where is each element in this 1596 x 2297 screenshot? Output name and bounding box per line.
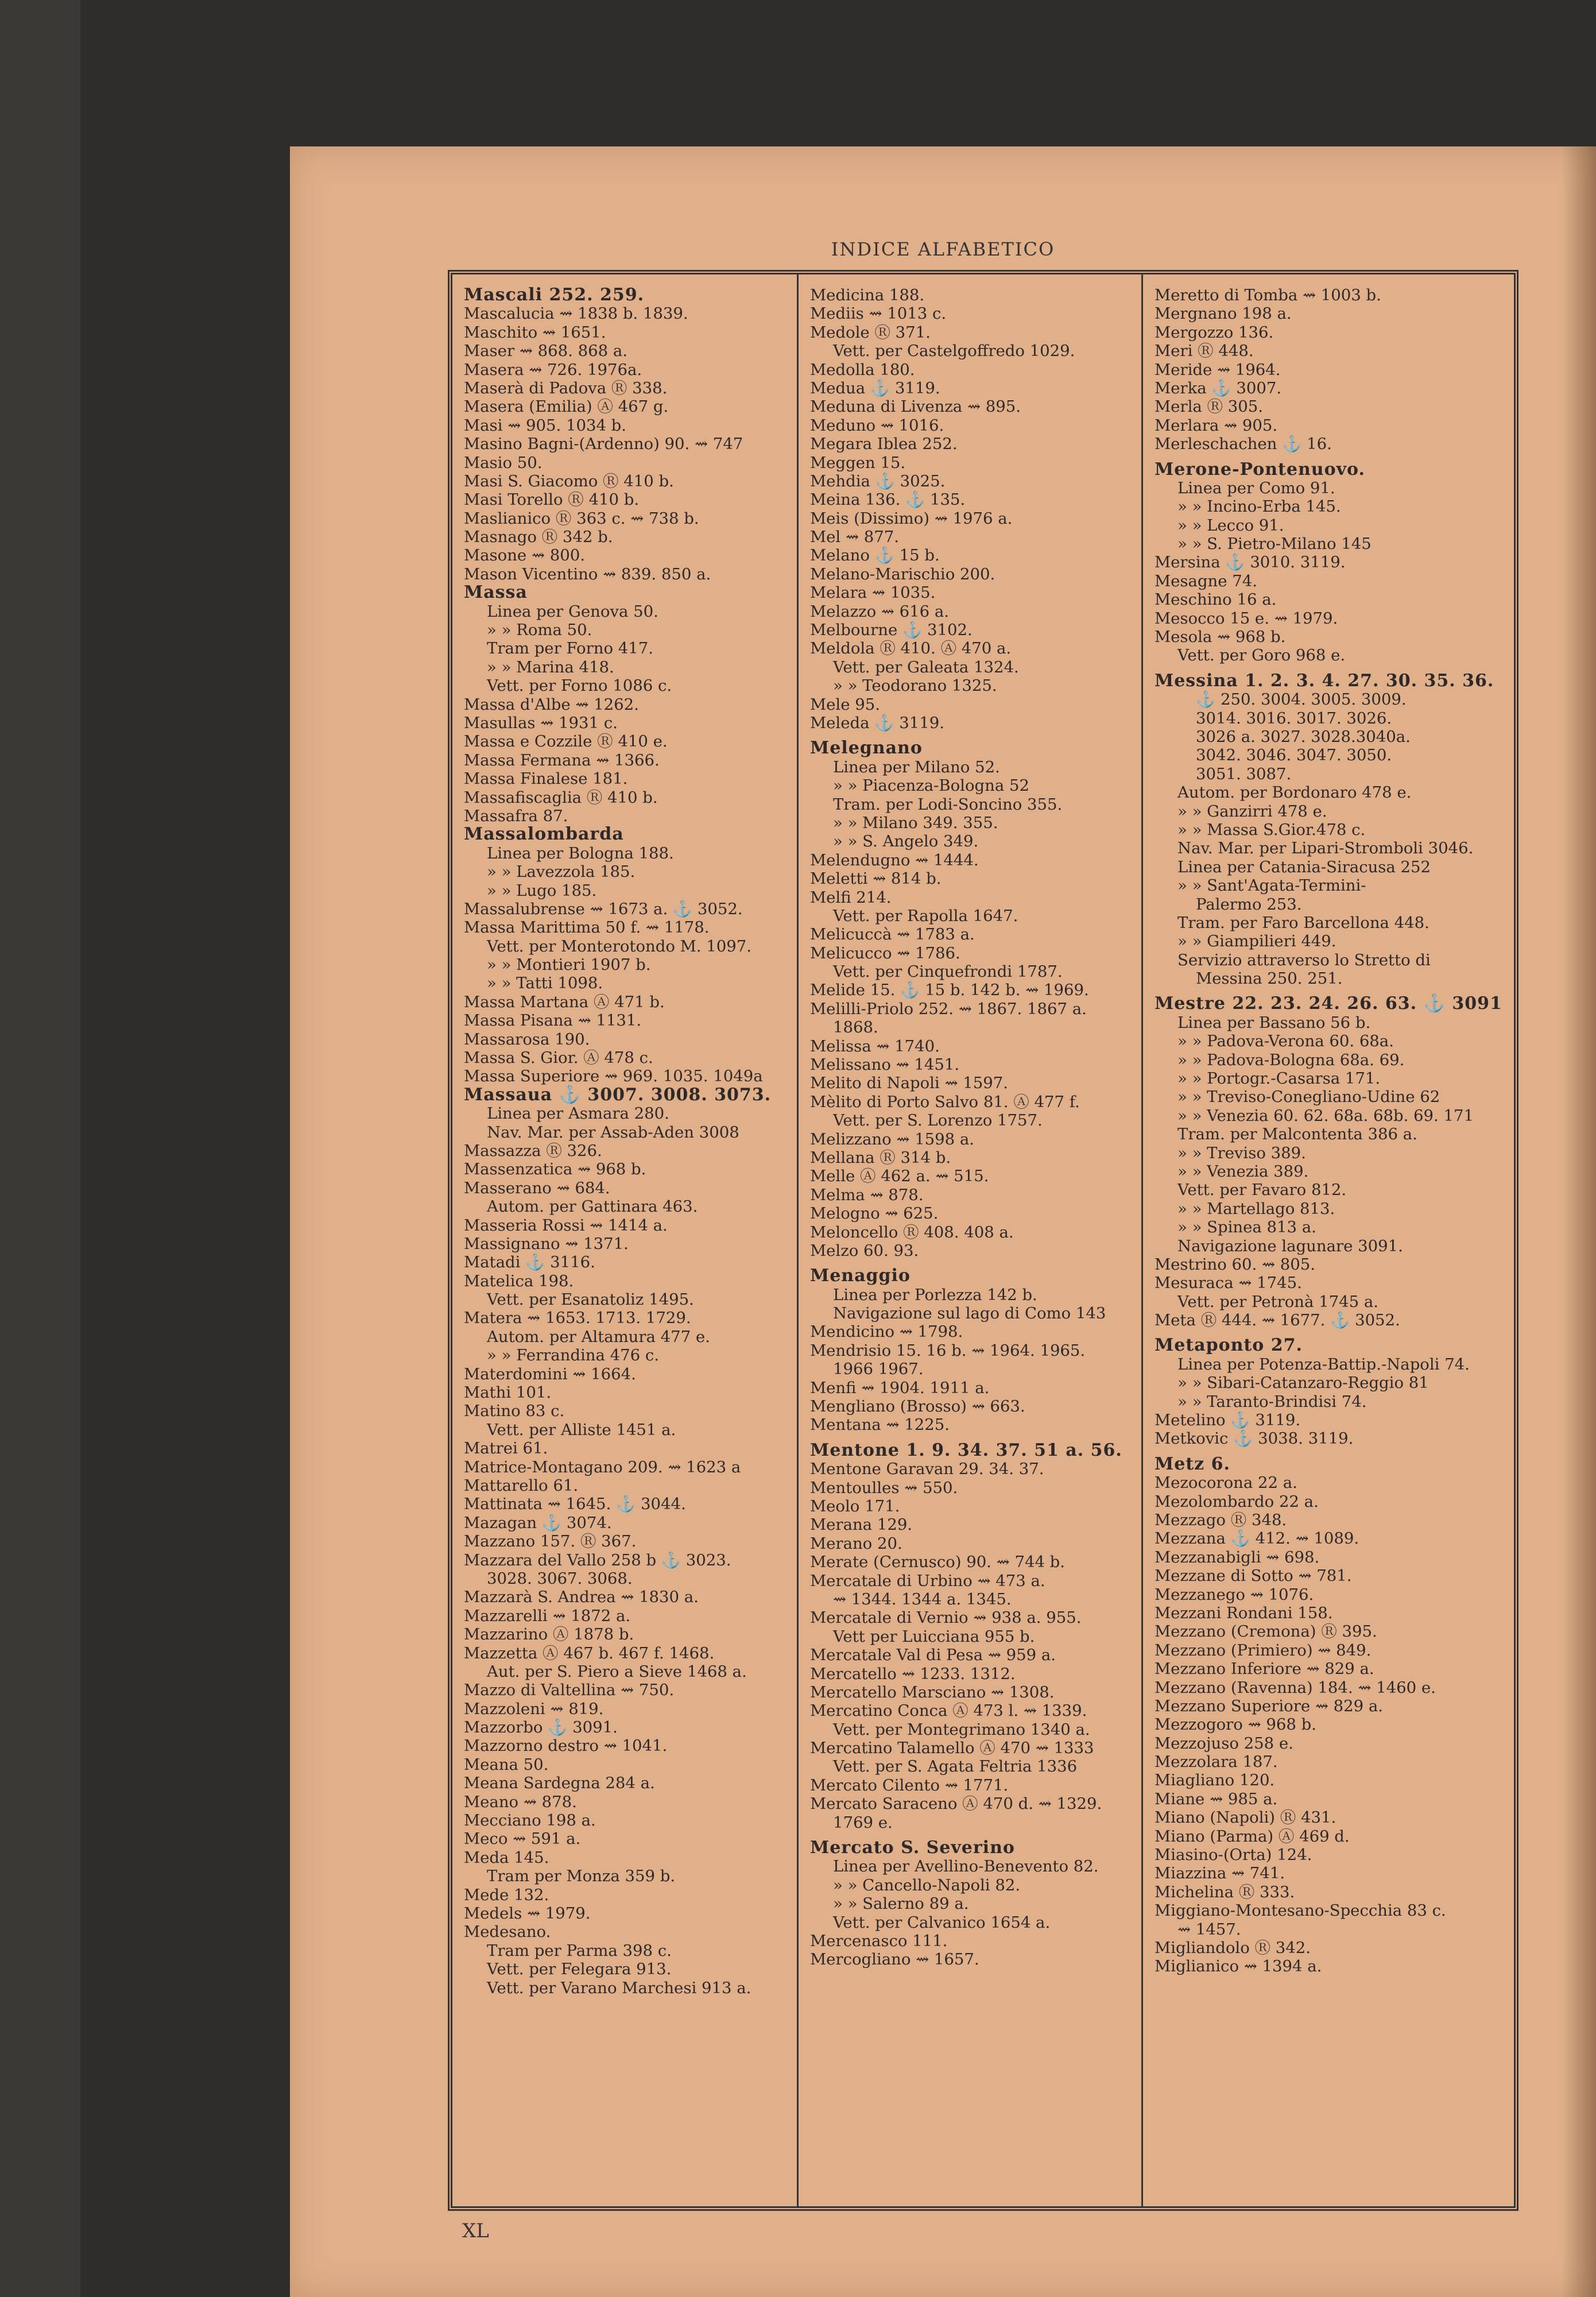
index-entry: Vett. per Montegrimano 1340 a. [833,1720,1090,1739]
index-entry: Miglianico ⇝ 1394 a. [1155,1957,1322,1976]
index-entry: Michelina Ⓡ 333. [1155,1882,1295,1901]
page-number: XL [462,2219,489,2242]
index-entry: Mesola ⇝ 968 b. [1155,628,1286,647]
index-entry: » » Marina 418. [487,658,614,676]
index-entry: Mazzara del Vallo 258 b ⚓ 3023. [464,1550,731,1569]
index-entry: » » Treviso-Conegliano-Udine 62 [1177,1088,1440,1107]
index-entry: Mercenasco 111. [810,1931,948,1950]
index-entry: Megara Iblea 252. [810,435,958,454]
index-entry: Meco ⇝ 591 a. [464,1830,581,1849]
index-entry: » » Piacenza-Bologna 52 [833,776,1029,795]
index-entry: 1966 1967. [833,1360,924,1379]
index-entry: » » Padova-Verona 60. 68a. [1177,1032,1394,1051]
index-entry: Melma ⇝ 878. [810,1185,924,1204]
index-entry: Miazzina ⇝ 741. [1155,1864,1285,1883]
index-entry: Mehdia ⚓ 3025. [810,471,946,490]
index-entry: Melzo 60. 93. [810,1241,919,1260]
index-entry: Melilli-Priolo 252. ⇝ 1867. 1867 a. [810,999,1087,1018]
index-entry: Mede 132. [464,1885,549,1904]
index-entry: Merla Ⓡ 305. [1155,397,1263,416]
index-entry: Matrei 61. [464,1439,548,1458]
index-entry: Massa Fermana ⇝ 1366. [464,751,660,769]
index-entry: Meano ⇝ 878. [464,1792,577,1811]
index-entry: Melazzo ⇝ 616 a. [810,602,950,621]
index-entry: Mezzojuso 258 e. [1155,1734,1293,1753]
index-entry: Autom. per Altamura 477 e. [487,1327,710,1346]
index-entry: Matino 83 c. [464,1402,565,1421]
index-entry: Mazzarelli ⇝ 1872 a. [464,1606,631,1625]
index-entry: Mentana ⇝ 1225. [810,1416,950,1434]
index-entry: » » Montieri 1907 b. [487,956,651,975]
index-entry: Melogno ⇝ 625. [810,1204,939,1223]
index-column-3 [1141,274,1514,2206]
index-entry: Mendicino ⇝ 1798. [810,1322,963,1341]
index-entry: Massazza Ⓡ 326. [464,1141,602,1160]
index-entry: Tram per Parma 398 c. [487,1941,672,1960]
index-entry: 3026 a. 3027. 3028.3040a. [1196,727,1411,746]
index-entry: Melendugno ⇝ 1444. [810,850,979,869]
index-entry: ⇝ 1457. [1177,1920,1241,1939]
index-entry: Vett. per Petronà 1745 a. [1177,1292,1378,1311]
index-entry: » » Roma 50. [487,621,592,640]
index-heading-entry: Mercato S. Severino [810,1838,1015,1858]
index-entry: Vett. per Varano Marchesi 913 a. [487,1978,751,1997]
index-entry: Matrice-Montagano 209. ⇝ 1623 a [464,1457,741,1476]
index-heading-entry: Melegnano [810,738,923,759]
index-heading-entry: Messina 1. 2. 3. 4. 27. 30. 35. 36. [1155,670,1494,691]
index-entry: Mercatale di Urbino ⇝ 473 a. [810,1571,1045,1590]
index-entry: » » Martellago 813. [1177,1199,1335,1218]
index-entry: Maschito ⇝ 1651. [464,323,606,342]
index-entry: Medolla 180. [810,360,915,379]
index-entry: Mercatino Talamello Ⓐ 470 ⇝ 1333 [810,1739,1094,1758]
index-entry: Meana Sardegna 284 a. [464,1774,655,1793]
index-entry: Masnago Ⓡ 342 b. [464,528,613,547]
index-entry: Merana 129. [810,1515,913,1534]
index-entry: Massarosa 190. [464,1030,590,1049]
index-entry: 3042. 3046. 3047. 3050. [1196,746,1392,765]
index-entry: Nav. Mar. per Assab-Aden 3008 [487,1123,739,1142]
index-entry: Linea per Avellino-Benevento 82. [833,1857,1099,1876]
index-entry: Mercogliano ⇝ 1657. [810,1950,979,1969]
index-entry: Miggiano-Montesano-Specchia 83 c. [1155,1901,1446,1920]
index-entry: Mezocorona 22 a. [1155,1474,1297,1492]
index-entry: Melle Ⓐ 462 a. ⇝ 515. [810,1167,989,1186]
index-entry: Navigazione sul lago di Como 143 [833,1304,1106,1323]
index-entry: Meri Ⓡ 448. [1155,342,1254,361]
index-entry: Mezzogoro ⇝ 968 b. [1155,1715,1316,1734]
index-entry: Mergozzo 136. [1155,323,1274,342]
index-entry: Mezzago Ⓡ 348. [1155,1511,1287,1529]
index-entry: Mason Vicentino ⇝ 839. 850 a. [464,564,711,583]
index-entry: Vett. per Castelgoffredo 1029. [833,342,1075,361]
index-entry: Meletti ⇝ 814 b. [810,869,942,888]
index-entry: Masi Torello Ⓡ 410 b. [464,490,640,509]
index-entry: Tram. per Faro Barcellona 448. [1177,913,1430,932]
index-entry: Masullas ⇝ 1931 c. [464,713,618,732]
index-entry: Melizzano ⇝ 1598 a. [810,1130,975,1148]
index-entry: Melara ⇝ 1035. [810,583,936,602]
index-heading-entry: Massalombarda [464,824,624,845]
index-entry: Massenzatica ⇝ 968 b. [464,1160,646,1179]
index-entry: Aut. per S. Piero a Sieve 1468 a. [487,1662,747,1681]
index-entry: Linea per Porlezza 142 b. [833,1285,1037,1304]
index-entry: » » Venezia 60. 62. 68a. 68b. 69. 171 [1177,1106,1474,1125]
index-entry: Massa Martana Ⓐ 471 b. [464,992,665,1011]
index-entry: Mercatino Conca Ⓐ 473 l. ⇝ 1339. [810,1702,1087,1720]
index-entry: ⚓ 250. 3004. 3005. 3009. [1196,690,1407,709]
index-entry: Massa S. Gior. Ⓐ 478 c. [464,1049,653,1068]
index-entry: Melicuccà ⇝ 1783 a. [810,925,975,944]
index-entry: Vett. per S. Agata Feltria 1336 [833,1757,1078,1776]
book-page [290,146,1596,2297]
index-entry: » » Lavezzola 185. [487,863,636,881]
index-entry: Maserà di Padova Ⓡ 338. [464,378,668,397]
index-entry: Mascalucia ⇝ 1838 b. 1839. [464,304,688,323]
index-entry: Meschino 16 a. [1155,590,1277,609]
index-entry: » » S. Pietro-Milano 145 [1177,535,1372,554]
index-entry: Vett. per Galeata 1324. [833,658,1019,676]
index-heading-entry: Massa [464,582,528,603]
index-entry: Medole Ⓡ 371. [810,323,931,342]
index-entry: Mèlito di Porto Salvo 81. Ⓐ 477 f. [810,1092,1080,1111]
index-entry: 1769 e. [833,1813,893,1832]
index-entry: Linea per Potenza-Battip.-Napoli 74. [1177,1355,1470,1374]
index-entry: Vett. per Rapolla 1647. [833,906,1018,925]
index-entry: » » Taranto-Brindisi 74. [1177,1392,1367,1411]
index-entry: Mezzanabigli ⇝ 698. [1155,1548,1320,1567]
index-entry: Merleschachen ⚓ 16. [1155,435,1332,454]
index-entry: » » Portogr.-Casarsa 171. [1177,1069,1381,1088]
index-entry: Maser ⇝ 868. 868 a. [464,342,627,361]
index-entry: Tram. per Lodi-Soncino 355. [833,795,1063,814]
index-entry: Masseria Rossi ⇝ 1414 a. [464,1216,668,1235]
index-entry: Mellana Ⓡ 314 b. [810,1148,951,1167]
index-entry: Meggen 15. [810,453,906,472]
index-entry: Mazzoleni ⇝ 819. [464,1699,604,1718]
index-entry: Mattinata ⇝ 1645. ⚓ 3044. [464,1495,686,1514]
index-entry: Vett. per Alliste 1451 a. [487,1420,676,1439]
index-entry: Mendrisio 15. 16 b. ⇝ 1964. 1965. [810,1341,1086,1360]
index-entry: Tram per Monza 359 b. [487,1867,676,1886]
index-entry: Meloncello Ⓡ 408. 408 a. [810,1223,1014,1242]
index-entry: Masera (Emilia) Ⓐ 467 g. [464,397,669,416]
index-entry: Masera ⇝ 726. 1976a. [464,360,642,379]
index-entry: Meldola Ⓡ 410. Ⓐ 470 a. [810,639,1012,658]
index-entry: Migliandolo Ⓡ 342. [1155,1938,1311,1957]
index-entry: Mediis ⇝ 1013 c. [810,304,947,323]
index-entry: Mazagan ⚓ 3074. [464,1513,612,1532]
index-entry: Vett. per Forno 1086 c. [487,676,672,695]
index-entry: Materdomini ⇝ 1664. [464,1364,636,1383]
index-entry: » » Ganzirri 478 e. [1177,802,1327,821]
index-entry: Linea per Bassano 56 b. [1177,1013,1371,1032]
backdrop [0,0,80,2297]
index-entry: Palermo 253. [1196,895,1302,914]
index-entry: Linea per Milano 52. [833,757,1000,776]
index-entry: Vett. per Cinquefrondi 1787. [833,962,1063,981]
index-entry: Mezzano (Primiero) ⇝ 849. [1155,1641,1372,1660]
index-entry: 3028. 3067. 3068. [487,1569,633,1588]
index-entry: 1868. [833,1018,878,1037]
index-entry: » » Padova-Bologna 68a. 69. [1177,1050,1405,1069]
index-entry: Mezzano Inferiore ⇝ 829 a. [1155,1660,1374,1679]
index-entry: » » Teodorano 1325. [833,676,997,695]
index-heading-entry: Metaponto 27. [1155,1335,1303,1356]
index-entry: Miasino-(Orta) 124. [1155,1846,1312,1865]
index-entry: Linea per Catania-Siracusa 252 [1177,857,1431,876]
index-entry: Messina 250. 251. [1196,969,1343,988]
index-entry: Mezzano (Cremona) Ⓡ 395. [1155,1622,1377,1641]
index-entry: Medesano. [464,1923,551,1942]
index-heading-entry: Mentone 1. 9. 34. 37. 51 a. 56. [810,1440,1122,1460]
index-entry: Servizio attraverso lo Stretto di [1177,950,1431,969]
index-column-2 [797,274,1141,2206]
index-entry: Mecciano 198 a. [464,1811,596,1830]
index-entry: Mersina ⚓ 3010. 3119. [1155,553,1346,572]
index-entry: Massa Superiore ⇝ 969. 1035. 1049a [464,1067,763,1086]
index-entry: Matelica 198. [464,1271,574,1290]
index-entry: Merlara ⇝ 905. [1155,416,1278,435]
index-entry: » » Salerno 89 a. [833,1894,969,1913]
index-entry: Meta Ⓡ 444. ⇝ 1677. ⚓ 3052. [1155,1311,1400,1330]
index-entry: » » Sant'Agata-Termini- [1177,876,1366,895]
index-entry: 3051. 3087. [1196,764,1292,783]
index-entry: Melissa ⇝ 1740. [810,1037,940,1055]
index-entry: Meda 145. [464,1848,549,1867]
index-entry: Tram per Forno 417. [487,639,653,658]
index-entry: » » Lugo 185. [487,881,597,900]
index-entry: Mezzani Rondani 158. [1155,1603,1333,1622]
index-entry: Medua ⚓ 3119. [810,378,940,397]
index-entry: Mazzorno destro ⇝ 1041. [464,1737,668,1755]
index-entry: Mazzano 157. Ⓡ 367. [464,1532,637,1551]
index-entry: Mazzo di Valtellina ⇝ 750. [464,1681,675,1700]
index-entry: Vett. per Goro 968 e. [1177,646,1346,665]
index-entry: » » Tatti 1098. [487,974,603,993]
index-entry: Miano (Napoli) Ⓡ 431. [1155,1808,1337,1827]
index-entry: » » Lecco 91. [1177,516,1284,535]
index-entry: Massa Pisana ⇝ 1131. [464,1011,642,1030]
index-column-1 [452,274,797,2206]
index-entry: Linea per Asmara 280. [487,1104,669,1123]
index-entry: Masone ⇝ 800. [464,546,585,565]
index-entry: Vett. per Esanatoliz 1495. [487,1290,694,1309]
index-entry: Meina 136. ⚓ 135. [810,490,966,509]
index-entry: Mercato Cilento ⇝ 1771. [810,1776,1009,1795]
index-entry: Mazzarino Ⓐ 1878 b. [464,1625,634,1644]
index-entry: ⇝ 1344. 1344 a. 1345. [833,1590,1012,1608]
index-entry: Massignano ⇝ 1371. [464,1234,629,1253]
index-entry: Meis (Dissimo) ⇝ 1976 a. [810,509,1013,528]
index-entry: Merano 20. [810,1534,902,1553]
index-entry: Nav. Mar. per Lipari-Stromboli 3046. [1177,839,1474,858]
index-entry: Massa Finalese 181. [464,769,628,788]
index-heading-entry: Metz 6. [1155,1453,1230,1474]
index-entry: Mezzano Superiore ⇝ 829 a. [1155,1696,1384,1715]
index-entry: Meleda ⚓ 3119. [810,713,944,732]
index-entry: Miagliano 120. [1155,1771,1275,1790]
index-entry: Meduno ⇝ 1016. [810,416,944,435]
index-entry: Vett. per Monterotondo M. 1097. [487,937,752,956]
index-entry: Autom. per Bordonaro 478 e. [1177,783,1412,802]
index-entry: Mazzorbo ⚓ 3091. [464,1718,618,1737]
index-entry: Meolo 171. [810,1497,900,1515]
index-entry: » » Massa S.Gior.478 c. [1177,820,1366,839]
index-heading-entry: Menaggio [810,1266,911,1286]
index-entry: Mezzane di Sotto ⇝ 781. [1155,1567,1352,1586]
index-entry: Mathi 101. [464,1383,552,1402]
index-entry: Massa Marittima 50 f. ⇝ 1178. [464,918,710,937]
index-entry: Massafiscaglia Ⓡ 410 b. [464,788,658,807]
index-entry: Masio 50. [464,453,543,472]
index-entry: » » Treviso 389. [1177,1143,1306,1162]
index-entry: Masi ⇝ 905. 1034 b. [464,416,627,435]
index-entry: Mesocco 15 e. ⇝ 1979. [1155,609,1338,628]
index-entry: Mercatale di Vernio ⇝ 938 a. 955. [810,1608,1082,1627]
index-entry: Masi S. Giacomo Ⓡ 410 b. [464,471,674,490]
index-entry: » » S. Angelo 349. [833,832,979,851]
index-entry: Mentone Garavan 29. 34. 37. [810,1460,1044,1479]
index-entry: Mattarello 61. [464,1476,579,1495]
index-entry: Mercato Saraceno Ⓐ 470 d. ⇝ 1329. [810,1795,1102,1813]
index-entry: Metelino ⚓ 3119. [1155,1411,1301,1430]
index-entry: Mentoulles ⇝ 550. [810,1478,958,1497]
index-entry: Meana 50. [464,1755,549,1774]
index-entry: Masino Bagni-(Ardenno) 90. ⇝ 747 [464,435,743,454]
index-entry: Mel ⇝ 877. [810,528,899,547]
index-entry: » » Venezia 389. [1177,1162,1309,1181]
index-heading-entry: Massaua ⚓ 3007. 3008. 3073. [464,1084,772,1105]
index-entry: Maslianico Ⓡ 363 c. ⇝ 738 b. [464,509,699,528]
index-entry: Mergnano 198 a. [1155,304,1292,323]
index-entry: Medicina 188. [810,286,925,304]
index-entry: Melano ⚓ 15 b. [810,546,940,565]
index-entry: Massalubrense ⇝ 1673 a. ⚓ 3052. [464,899,743,918]
index-entry: Melbourne ⚓ 3102. [810,621,973,640]
index-entry: Matadi ⚓ 3116. [464,1253,595,1272]
index-entry: Meretto di Tomba ⇝ 1003 b. [1155,286,1381,304]
index-entry: Mercatale Val di Pesa ⇝ 959 a. [810,1646,1056,1665]
index-entry: Merka ⚓ 3007. [1155,378,1282,397]
index-entry: Mesagne 74. [1155,571,1258,590]
page-header: INDICE ALFABETICO [831,238,1055,260]
index-entry: » » Milano 349. 355. [833,813,998,832]
index-entry: Linea per Genova 50. [487,602,658,621]
index-entry: Tram. per Malcontenta 386 a. [1177,1125,1417,1144]
index-entry: Autom. per Gattinara 463. [487,1197,698,1216]
index-entry: 3014. 3016. 3017. 3026. [1196,709,1392,728]
index-entry: Menfi ⇝ 1904. 1911 a. [810,1378,990,1397]
index-entry: Mezzanego ⇝ 1076. [1155,1585,1314,1604]
index-entry: Mezzana ⚓ 412. ⇝ 1089. [1155,1529,1359,1548]
index-entry: Meride ⇝ 1964. [1155,360,1281,379]
index-entry: » » Incino-Erba 145. [1177,497,1341,516]
index-entry: Linea per Como 91. [1177,478,1335,497]
index-entry: Mestrino 60. ⇝ 805. [1155,1255,1316,1274]
index-entry: Mezolombardo 22 a. [1155,1492,1319,1511]
index-entry: Melissano ⇝ 1451. [810,1055,960,1074]
index-entry: Vett. per Felegara 913. [487,1960,672,1979]
index-heading-entry: Merone-Pontenuovo. [1155,459,1365,479]
index-entry: Mezzano (Ravenna) 184. ⇝ 1460 e. [1155,1678,1436,1697]
index-entry: Mesuraca ⇝ 1745. [1155,1274,1302,1293]
index-heading-entry: Mestre 22. 23. 24. 26. 63. ⚓ 3091 [1155,993,1502,1014]
index-entry: Melfi 214. [810,888,892,907]
index-entry: Massa e Cozzile Ⓡ 410 e. [464,732,668,751]
index-entry: Meduna di Livenza ⇝ 895. [810,397,1021,416]
index-entry: Melito di Napoli ⇝ 1597. [810,1074,1008,1093]
index-heading-entry: Mascali 252. 259. [464,285,645,305]
index-entry: Mercatello Marsciano ⇝ 1308. [810,1683,1055,1702]
index-entry: Merate (Cernusco) 90. ⇝ 744 b. [810,1553,1066,1572]
index-entry: Mele 95. [810,695,880,714]
index-entry: Navigazione lagunare 3091. [1177,1236,1403,1255]
index-entry: » » Giampilieri 449. [1177,932,1337,951]
index-entry: Mercatello ⇝ 1233. 1312. [810,1664,1016,1683]
index-entry: Mazzarà S. Andrea ⇝ 1830 a. [464,1588,699,1607]
index-entry: Mengliano (Brosso) ⇝ 663. [810,1397,1025,1416]
index-entry: Vett. per Favaro 812. [1177,1181,1347,1200]
index-entry: » » Cancello-Napoli 82. [833,1876,1021,1894]
index-entry: Mazzetta Ⓐ 467 b. 467 f. 1468. [464,1644,715,1662]
index-entry: » » Ferrandina 476 c. [487,1346,660,1365]
index-entry: Medels ⇝ 1979. [464,1904,591,1923]
index-entry: Linea per Bologna 188. [487,844,674,863]
index-entry: Metkovic ⚓ 3038. 3119. [1155,1429,1354,1448]
index-entry: Melano-Marischio 200. [810,564,995,583]
index-entry: Melicucco ⇝ 1786. [810,943,960,962]
index-entry: Melide 15. ⚓ 15 b. 142 b. ⇝ 1969. [810,981,1089,1000]
index-frame [448,270,1518,2211]
index-entry: Vett. per S. Lorenzo 1757. [833,1111,1043,1130]
index-entry: Masserano ⇝ 684. [464,1178,610,1197]
page-edge-shadow [1562,146,1596,2297]
index-entry: Matera ⇝ 1653. 1713. 1729. [464,1309,691,1328]
index-entry: Mezzolara 187. [1155,1753,1278,1772]
index-entry: Miane ⇝ 985 a. [1155,1789,1278,1808]
index-entry: » » Sibari-Catanzaro-Reggio 81 [1177,1374,1429,1393]
index-entry: Massafra 87. [464,806,568,825]
index-entry: Miano (Parma) Ⓐ 469 d. [1155,1827,1350,1846]
index-entry: Vett per Luicciana 955 b. [833,1627,1035,1646]
index-entry: » » Spinea 813 a. [1177,1218,1316,1237]
index-entry: Massa d'Albe ⇝ 1262. [464,695,639,714]
index-entry: Vett. per Calvanico 1654 a. [833,1913,1051,1932]
